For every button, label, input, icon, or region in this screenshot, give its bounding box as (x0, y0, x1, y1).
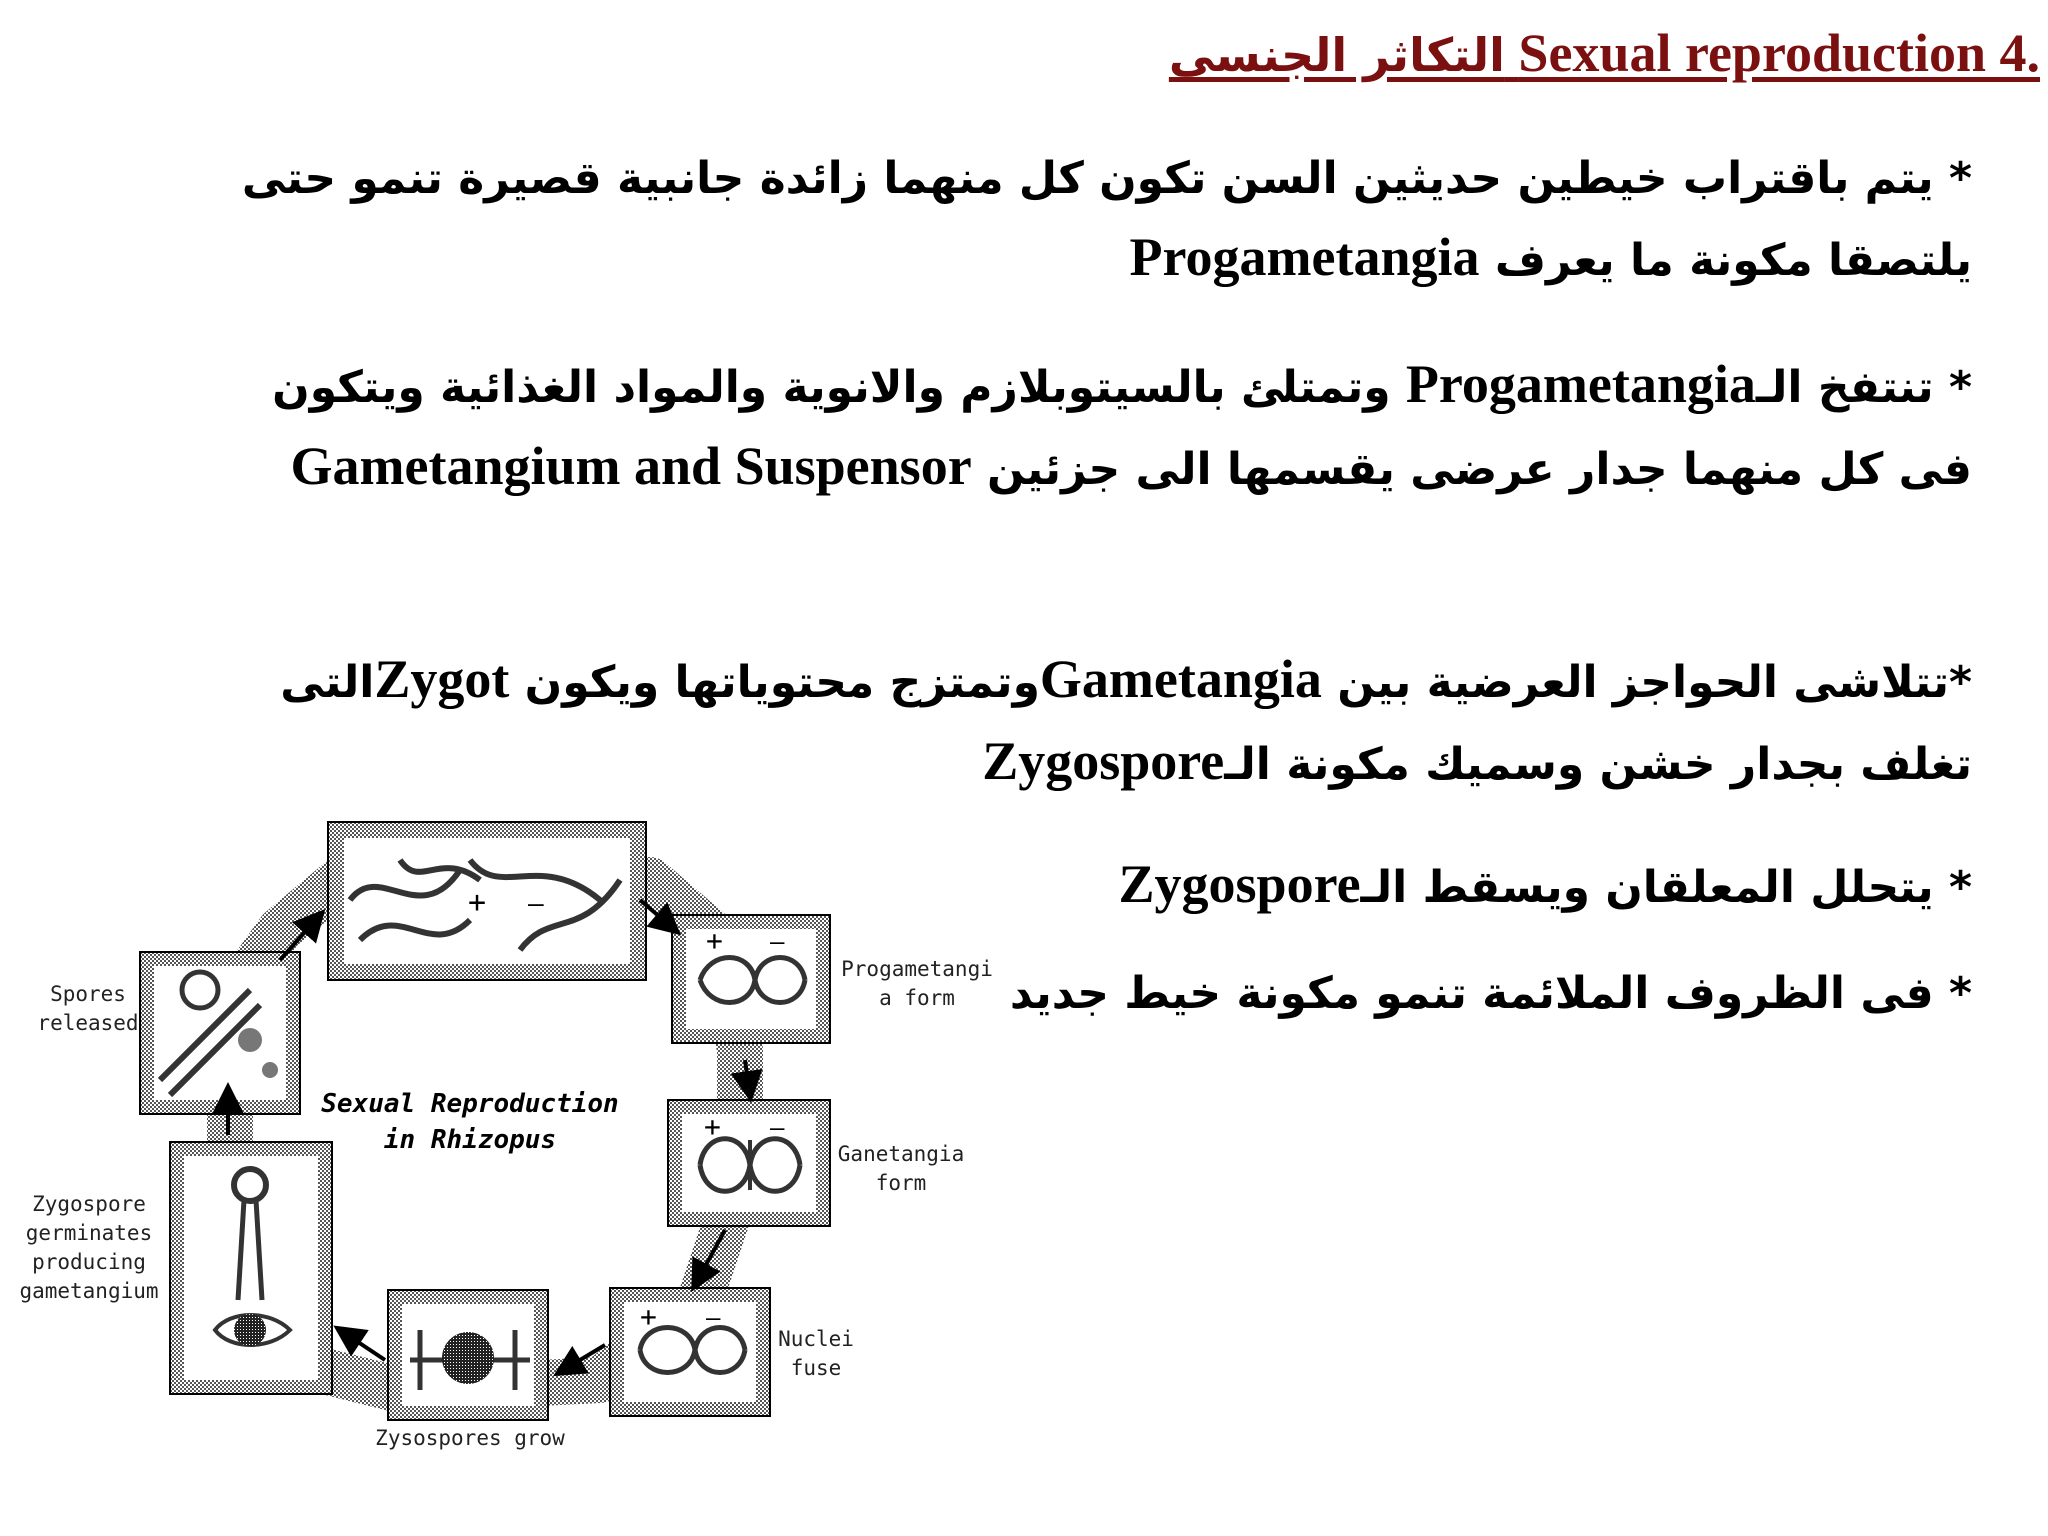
p2-text-b: وتمتلئ بالسيتوبلازم والانوية والمواد الغذائية ويتكون فى كل منهما جدار عرضى يقسمها الى جزئين (272, 362, 1972, 495)
page-title (1169, 22, 2040, 84)
label-progametangia: Progametangi a form (841, 957, 993, 1010)
minus-sign: – (706, 1304, 721, 1332)
bullet-star: * (1948, 657, 1972, 708)
title-number: 4. (1999, 23, 2040, 83)
label-gametangia: Ganetangia form (837, 1142, 965, 1195)
label-zygospores-grow: Zysospores grow (375, 1426, 565, 1450)
panel-progametangia (672, 915, 830, 1043)
panel-mycelia (328, 822, 646, 980)
p3-term-b: Zygot (374, 649, 510, 709)
p1-term: Progametangia (1129, 227, 1480, 287)
bullet-star: * (1948, 968, 1972, 1019)
p2-term-a: Progametangia (1405, 354, 1756, 414)
title-arabic: التكاثر الجنسى (1168, 28, 1505, 82)
minus-sign: – (770, 1114, 785, 1142)
title-english: Sexual reproduction (1518, 23, 1986, 83)
label-zygospore-germinates: Zygospore germinates producing gametangium (19, 1192, 159, 1303)
panel-gametangia (668, 1100, 830, 1226)
p3-term-a: Gametangia (1039, 649, 1322, 709)
p5-text: فى الظروف الملائمة تنمو مكونة خيط جديد (1009, 968, 1934, 1019)
paragraph-progametangia (172, 140, 1972, 300)
bullet-star: * (1948, 153, 1972, 204)
p3-term-c: Zygospore (982, 731, 1225, 791)
panel-nuclei-fuse (610, 1288, 770, 1416)
p3-text-c: التى تغلف بجدار خشن وسميك مكونة الـ (280, 657, 1972, 790)
bullet-star: * (1948, 862, 1972, 913)
p2-text-a: تنتفخ الـ (1755, 362, 1934, 413)
p4-text: يتحلل المعلقان ويسقط الـ (1360, 862, 1934, 913)
label-spores-released: Spores released (37, 982, 139, 1035)
p2-term-b: Gametangium and Suspensor (290, 436, 972, 496)
diagram-title-line2: in Rhizopus (383, 1125, 557, 1155)
plus-sign: + (640, 1300, 657, 1333)
paragraph-zygote (272, 640, 1972, 804)
p1-text: يتم باقتراب خيطين حديثين السن تكون كل منهما زائدة جانبية قصيرة تنمو حتى يلتصقا مكونة ما يعرف (241, 153, 1972, 286)
p3-text-b: وتمتزج محتوياتها ويكون (524, 657, 1040, 708)
plus-sign: + (468, 885, 487, 920)
plus-sign: + (704, 1110, 721, 1143)
panel-zygospore-grows (388, 1290, 548, 1420)
bullet-star: * (1948, 362, 1972, 413)
p3-text-a: تتلاشى الحواجز العرضية بين (1337, 657, 1949, 708)
p4-term: Zygospore (1118, 854, 1361, 914)
plus-sign: + (706, 924, 723, 957)
panel-zygospore-germinates (170, 1142, 332, 1394)
paragraph-swelling (212, 345, 1972, 509)
diagram-title-line1: Sexual Reproduction (321, 1089, 619, 1119)
panel-spores-released (140, 952, 300, 1114)
minus-sign: – (528, 889, 544, 919)
label-nuclei-fuse: Nuclei fuse (778, 1327, 854, 1380)
minus-sign: – (770, 928, 785, 956)
